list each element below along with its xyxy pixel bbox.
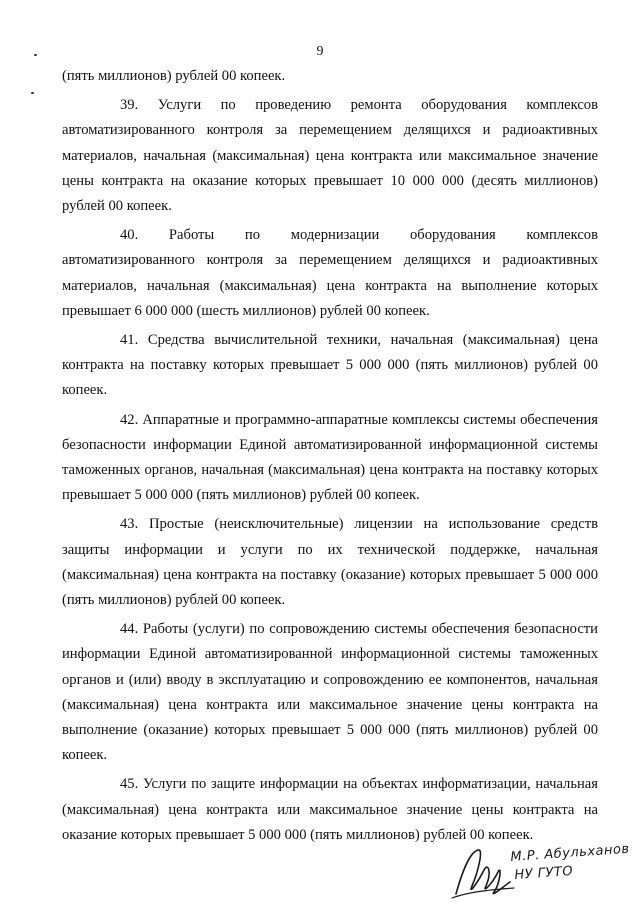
signature-name: М.Р. Абульханов bbox=[510, 841, 631, 865]
handwritten-signature bbox=[448, 842, 518, 902]
paragraph-item-44: 44. Работы (услуги) по сопровождению системы обеспечения безопасности информации Единой автоматизированной информационной системы таможенных органов и (или) вводу в эксплуатацию и сопровождению ее компонентов, начальная (максимальная) цена контракта или максимальное значение цены контракта на выполнение (оказание) которых превышает 5 000 000 (пять миллионов) рублей 00 копеек. bbox=[62, 621, 598, 764]
paragraph-item-45: 45. Услуги по защите информации на объектах информатизации, начальная (максимальная) цена контракта или максимальное значение цены контракта на оказание которых превышает 5 000 000 (пять миллионов) рублей 00 копеек. bbox=[62, 776, 598, 843]
scan-mark bbox=[34, 54, 37, 56]
paragraph-item-39: 39. Услуги по проведению ремонта оборудования комплексов автоматизированного контроля за перемещением делящихся и радиоактивных материалов, начальная (максимальная) цена контракта или максимальное значение цены контракта на оказание которых превышает 10 000 000 (десять миллионов) рублей 00 копеек. bbox=[62, 97, 598, 215]
signature-block bbox=[448, 841, 631, 902]
paragraph-continuation: (пять миллионов) рублей 00 копеек. bbox=[62, 68, 286, 84]
document-body bbox=[62, 64, 598, 848]
scan-mark bbox=[31, 92, 34, 94]
signature-title: НУ ГУТО bbox=[514, 863, 574, 883]
paragraph-item-42: 42. Аппаратные и программно-аппаратные комплексы системы обеспечения безопасности информации Единой автоматизированной информационной системы таможенных органов, начальная (максимальная) цена контракта на поставку которых превышает 5 000 000 (пять миллионов) рублей 00 копеек. bbox=[62, 411, 598, 504]
page-number: 9 bbox=[316, 44, 324, 59]
paragraph-item-40: 40. Работы по модернизации оборудования комплексов автоматизированного контроля за перемещением делящихся и радиоактивных материалов, начальная (максимальная) цена контракта на выполнение которых превышает 6 000 000 (шесть миллионов) рублей 00 копеек. bbox=[62, 227, 598, 319]
paragraph-item-41: 41. Средства вычислительной техники, начальная (максимальная) цена контракта на поставку которых превышает 5 000 000 (пять миллионов) рублей 00 копеек. bbox=[62, 332, 598, 399]
paragraph-item-43: 43. Простые (неисключительные) лицензии на использование средств защиты информации и услуги по их технической поддержке, начальная (максимальная) цена контракта на поставку (оказание) которых превышает 5 000 000 (пять миллионов) рублей 00 копеек. bbox=[62, 516, 598, 609]
